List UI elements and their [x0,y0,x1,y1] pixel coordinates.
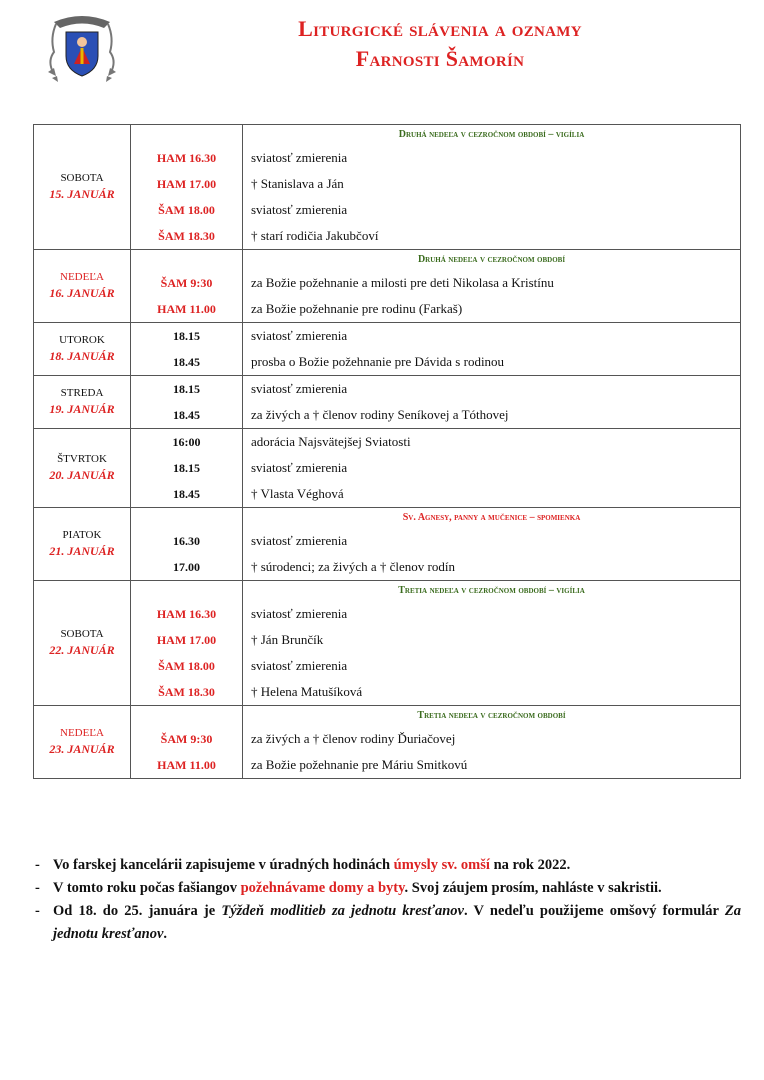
day-row [34,376,741,429]
liturgical-occasion: Sv. Agnesy, panny a mučenice – spomienka [402,512,581,523]
mass-intention: za Božie požehnanie pre rodinu (Farkaš) [251,301,463,316]
mass-intention: † Stanislava a Ján [251,176,344,191]
mass-time: HAM 11.00 [157,758,216,772]
schedule-table [33,124,741,779]
day-row [34,581,741,706]
liturgical-occasion: Tretia nedeľa v cezročnom období [417,710,566,721]
day-date: 16. JANUÁR [49,286,115,300]
day-name: PIATOK [62,529,102,541]
mass-time: 18.15 [173,382,200,396]
intentions-cell [243,429,741,508]
page-subtitle: Farnosti Šamorín [355,46,525,71]
day-name: SOBOTA [60,172,104,184]
announcement-text: úmysly sv. omší [393,857,490,873]
day-cell [34,376,131,429]
mass-time: 17.00 [173,560,200,574]
day-name: NEDEĽA [60,271,104,283]
bullet-dash: - [35,857,40,873]
mass-intention: sviatosť zmierenia [251,460,348,475]
day-date: 18. JANUÁR [49,349,115,363]
mass-time: HAM 17.00 [156,633,217,647]
announcements-list [33,854,741,946]
occasion-spacer [131,250,242,270]
announcement-text: Týždeň modlitieb za jednotu kresťanov [221,903,464,919]
day-date: 20. JANUÁR [49,468,115,482]
mass-time: ŠAM 9:30 [160,732,213,746]
mass-time: ŠAM 18.30 [158,685,215,699]
intentions-cell [243,250,741,323]
day-cell [34,125,131,250]
announcement-text: Od 18. do 25. januára je [53,903,222,919]
times-cell [131,376,243,429]
announcement-item [33,900,741,946]
announcement-text: požehnávame domy a byty [240,880,405,896]
mass-time: 16:00 [172,435,201,449]
mass-time: ŠAM 18.00 [158,203,215,217]
mass-time: 18.15 [173,329,200,343]
mass-intention: sviatosť zmierenia [251,150,348,165]
mass-intention: † Ján Brunčík [251,632,324,647]
mass-intention: za Božie požehnanie pre Máriu Smitkovú [251,757,468,772]
mass-intention: sviatosť zmierenia [251,533,348,548]
mass-intention: sviatosť zmierenia [251,328,348,343]
bullet-dash: - [35,903,40,919]
mass-time: HAM 11.00 [157,302,216,316]
day-name: SOBOTA [60,628,104,640]
mass-intention: za Božie požehnanie a milosti pre deti Nikolasa a Kristínu [251,275,554,290]
bullet-dash: - [35,880,40,896]
day-date: 21. JANUÁR [49,544,115,558]
times-cell [131,581,243,706]
intentions-cell [243,125,741,250]
mass-time: HAM 16.30 [156,151,217,165]
announcement-text: . V nedeľu použijeme omšový formulár [463,903,725,919]
mass-intention: sviatosť zmierenia [251,658,348,673]
mass-intention: † Vlasta Véghová [251,486,344,501]
announcement-text: Vo farskej kancelárii zapisujeme v úradných hodinách [53,857,394,873]
announcement-text: na rok 2022. [489,857,571,873]
mass-intention: za živých a † členov rodiny Ďuriačovej [251,731,456,746]
announcement-text: V tomto roku počas fašiangov [53,880,241,896]
day-date: 22. JANUÁR [49,643,115,657]
mass-intention: sviatosť zmierenia [251,381,348,396]
mass-time: ŠAM 18.00 [158,659,215,673]
occasion-spacer [131,508,242,528]
mass-time: 18.15 [173,461,200,475]
mass-time: HAM 16.30 [156,607,217,621]
mass-time: ŠAM 9:30 [160,276,213,290]
parish-coat-of-arms [44,14,120,86]
day-name: UTOROK [59,334,105,346]
intentions-cell [243,323,741,376]
mass-intention: † Helena Matušíková [251,684,363,699]
intentions-cell [243,376,741,429]
day-cell [34,250,131,323]
times-cell [131,323,243,376]
mass-time: HAM 17.00 [156,177,217,191]
day-date: 15. JANUÁR [49,187,115,201]
announcement-item [33,854,741,877]
announcement-text: . Svoj záujem prosím, nahláste v sakristii. [404,880,662,896]
mass-time: 18.45 [173,487,200,501]
liturgical-occasion: Druhá nedeľa v cezročnom období [417,254,566,265]
day-cell [34,508,131,581]
occasion-spacer [131,706,242,726]
occasion-spacer [131,125,242,145]
day-date: 23. JANUÁR [49,742,115,756]
intentions-cell [243,581,741,706]
mass-time: 18.45 [173,408,200,422]
day-name: ŠTVRTOK [57,453,107,465]
announcement-item [33,877,741,900]
day-name: NEDEĽA [60,727,104,739]
day-cell [34,323,131,376]
day-row [34,706,741,779]
times-cell [131,706,243,779]
day-name: STREDA [60,387,104,399]
mass-intention: za živých a † členov rodiny Seníkovej a Tóthovej [251,407,509,422]
mass-time: 18.45 [173,355,200,369]
day-row [34,508,741,581]
mass-intention: sviatosť zmierenia [251,202,348,217]
mass-intention: prosba o Božie požehnanie pre Dávida s rodinou [251,354,505,369]
mass-time: 16.30 [173,534,200,548]
intentions-cell [243,706,741,779]
day-row [34,250,741,323]
day-date: 19. JANUÁR [49,402,115,416]
liturgical-occasion: Druhá nedeľa v cezročnom období – vigília [398,129,585,140]
day-cell [34,706,131,779]
times-cell [131,125,243,250]
day-row [34,323,741,376]
times-cell [131,250,243,323]
mass-intention: † súrodenci; za živých a † členov rodín [251,559,455,574]
mass-time: ŠAM 18.30 [158,229,215,243]
occasion-spacer [131,581,242,601]
liturgical-occasion: Tretia nedeľa v cezročnom období – vigília [398,585,585,596]
day-cell [34,429,131,508]
announcement-text: Za jednotu kresťanov [53,903,741,942]
announcement-text: . [163,926,168,942]
day-cell [34,581,131,706]
times-cell [131,508,243,581]
day-row [34,125,741,250]
page-title: Liturgické slávenia a oznamy [298,16,582,41]
mass-intention: sviatosť zmierenia [251,606,348,621]
intentions-cell [243,508,741,581]
day-row [34,429,741,508]
mass-intention: † starí rodičia Jakubčoví [251,228,379,243]
mass-intention: adorácia Najsvätejšej Sviatosti [251,434,411,449]
times-cell [131,429,243,508]
